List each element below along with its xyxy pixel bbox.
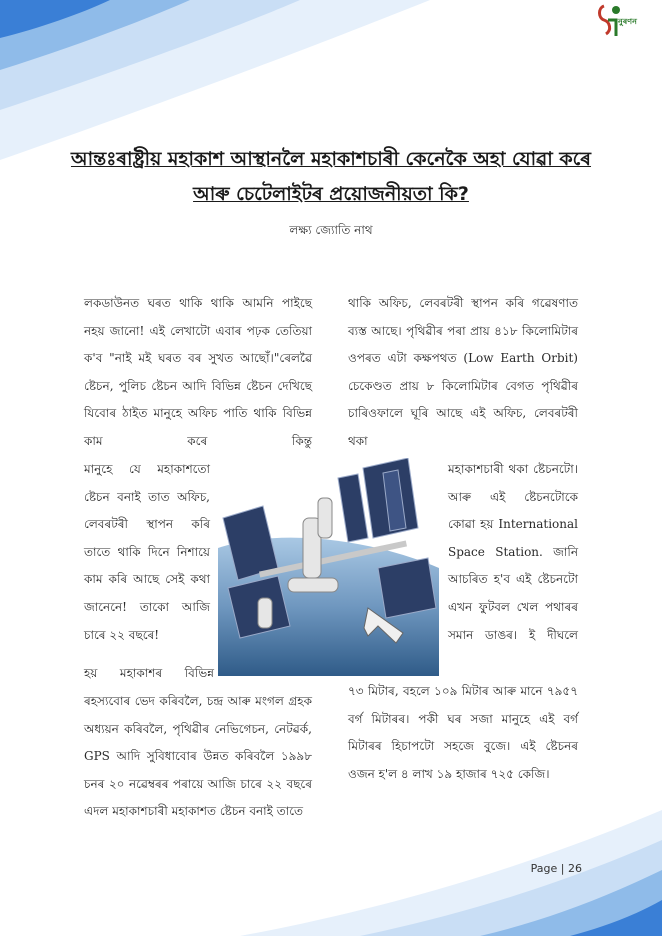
left-paragraph-1-wrap: মানুহে যে মহাকাশতো ষ্টেচন বনাই তাত অফিচ, লেবৰটৰী স্থাপন কৰি তাতে থাকি দিনে নিশায়ে কাম কৰি আছে সেই কথা জানেনে! তাকো আজি চাৰে ২২ বছৰে! <box>84 462 210 642</box>
article-title-line1: আন্তঃৰাষ্ট্ৰীয় মহাকাশ আস্থানলৈ মহাকাশচাৰী কেনেকৈ অহা যোৱা কৰে <box>70 148 592 170</box>
right-paragraph-1: থাকি অফিচ, লেবৰটৰী স্থাপন কৰি গৱেষণাত ব্যস্ত আছে। পৃথিৱীৰ পৰা প্ৰায় ৪১৮ কিলোমিটাৰ ওপৰত এটা কক্ষপথত (Low Earth Orbit) চেকেণ্ডত প্ৰায় ৮ কিলোমিটাৰ বেগত পৃথিৱীৰ চাৰিওফালে ঘূৰি আছে এই অফিচ, লেবৰটৰী থকা <box>348 296 578 448</box>
article-title-line2: আৰু চেটেলাইটৰ প্ৰয়োজনীয়তা কি? <box>193 183 469 205</box>
page-number: Page | 26 <box>530 862 582 875</box>
right-paragraph-1-wrap: মহাকাশচাৰী থকা ষ্টেচনটো। আৰু এই ষ্টেচনটোকে কোৱা হয় International Space Station. জানি আচৰিত হ'ব এই ষ্টেচনটো এখন ফুটবল খেল পথাৰৰ সমান ডাঙৰ। ই দীঘলে <box>448 462 578 642</box>
left-paragraph-1: লকডাউনত ঘৰত থাকি থাকি আমনি পাইছে নহয় জানো! এই লেখাটো এবাৰ পঢ়ক তেতিয়া ক'ব "নাই মই ঘৰত বৰ সুখত আছোঁ।"ৰেলৱৈ ষ্টেচন, পুলিচ ষ্টেচন আদি বিভিন্ন ষ্টেচন দেখিছে যিবোৰ ঠাইত মানুহে অফিচ পাতি থাকি বিভিন্ন কাম কৰে কিন্তু <box>84 296 312 448</box>
iss-photo <box>218 458 439 676</box>
magazine-logo <box>594 2 654 42</box>
left-paragraph-2-wrap: হয় মহাকাশৰ বিভিন্ন <box>84 666 214 680</box>
right-paragraph-1-end: ৭৩ মিটাৰ, বহলে ১০৯ মিটাৰ আৰু মানে ৭৯৫৭ বৰ্গ মিটাৰৰ। পকী ঘৰ সজা মানুহে এই বৰ্গ মিটাৰৰ হিচাপটো সহজে বুজে। এই ষ্টেচনৰ ওজন হ'ল ৪ লাখ ১৯ হাজাৰ ৭২৫ কেজি। <box>348 684 578 781</box>
left-paragraph-2: ৰহস্যবোৰ ভেদ কৰিবলৈ, চন্দ্ৰ আৰু মংগল গ্ৰহক অধ্যয়ন কৰিবলৈ, পৃথিৱীৰ নেভিগেচন, নেটৱৰ্ক, GPS আদি সুবিধাবোৰ উন্নত কৰিবলৈ ১৯৯৮ চনৰ ২০ নৱেম্বৰৰ পৰায়ে আজি চাৰে ২২ বছৰে এদল মহাকাশচাৰী মহাকাশত ষ্টেচন বনাই তাতে <box>84 694 312 819</box>
author-name: লক্ষ্য জ্যোতি নাথ <box>289 223 373 237</box>
logo-text: নুৰণন <box>618 17 637 26</box>
